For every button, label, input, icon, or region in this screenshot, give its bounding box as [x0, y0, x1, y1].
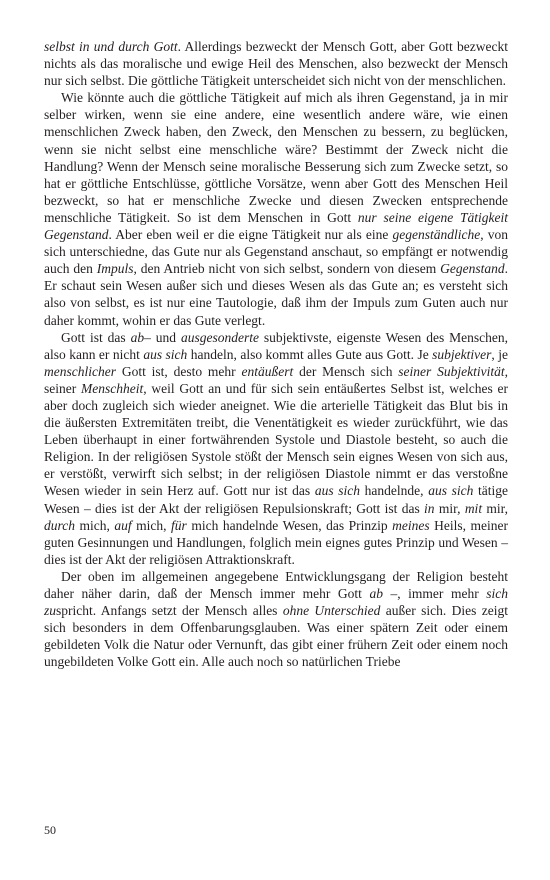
italic-run: aus sich — [428, 483, 474, 499]
italic-run: ausgesonderte — [180, 329, 259, 345]
italic-run: durch — [44, 517, 75, 533]
text-run: handeln, also kommt alles Gute aus Gott. Je — [187, 346, 433, 362]
italic-run: Menschheit — [81, 380, 144, 396]
italic-run: seiner Subjektivität — [398, 363, 505, 379]
text-run: Der oben im allgemeinen angegebene Entwicklungsgang der Religion besteht daher näher darin, daß der Mensch immer mehr Gott — [44, 568, 508, 601]
paragraph-4 — [44, 568, 508, 671]
text-run: spricht. Anfangs setzt der Mensch alles — [56, 603, 283, 619]
italic-run: meines — [392, 517, 430, 533]
italic-run: ab — [130, 329, 145, 345]
italic-run: für — [171, 517, 187, 533]
text-run: tätige Wesen – dies ist der Akt der religiösen Repulsionskraft; Gott ist das — [44, 483, 509, 516]
italic-run: aus sich — [143, 346, 188, 362]
text-run: mich handelnde Wesen, das Prinzip — [186, 517, 393, 533]
italic-run: selbst in und durch Gott — [44, 39, 178, 54]
text-run: mich, — [75, 517, 115, 533]
italic-run: subjektiver — [432, 346, 492, 362]
italic-run: gegenständliche — [392, 227, 481, 243]
italic-run: ohne Unterschied — [282, 603, 381, 619]
text-run: Heils, meiner guten Gesinnungen und Handlungen, folglich mein eignes gutes Prinzip und Wesen – dies ist der Akt der religiösen Attraktionskraft. — [44, 517, 508, 567]
italic-run: mit — [464, 500, 483, 516]
text-run: . Aber eben weil er die eigne Tätigkeit nur als eine — [108, 227, 393, 243]
italic-run: sich zu — [44, 586, 508, 619]
text-run: – und — [144, 329, 181, 345]
italic-run: in — [424, 500, 435, 516]
italic-run: aus sich — [314, 483, 360, 499]
italic-run: menschlicher — [44, 363, 116, 379]
text-run: . Er schaut sein Wesen außer sich und dieses Wesen als das Gute an; es versteht sich also von selbst, es ist nur eine Tautologie, daß ihm der Impuls zum Guten auch nur daher kommt, wohin er das Gute verlegt. — [44, 261, 508, 328]
text-run: , den Antrieb nicht von sich selbst, sondern von diesem — [133, 261, 441, 277]
text-run: mich, — [131, 517, 172, 533]
paragraph-1 — [44, 38, 508, 89]
text-run: , von sich unterschiedne, das Gute nur als Gegenstand anschaut, so empfängt er notwendig auch den — [44, 227, 508, 277]
text-run: der Mensch sich — [293, 363, 399, 379]
text-run: subjektivste, eigenste Wesen des Menschen, also kann er nicht — [44, 329, 508, 362]
paragraph-3 — [44, 329, 508, 568]
text-run: Gott ist das — [61, 329, 131, 345]
book-page-body — [44, 38, 508, 670]
page-number: 50 — [44, 823, 56, 837]
text-run: außer sich. Dies zeigt sich besonders in dem Offenbarungsglauben. Was einer spätern Zeit oder einem gebildeten Volk die Natur oder Vernunft, das gibt einer frühern Zeit oder einem noch ungebildeten Volke Gott ein. Alle auch noch so natürlichen Triebe — [44, 603, 508, 670]
italic-run: ab — [369, 586, 383, 601]
text-run: handelnde, — [360, 483, 429, 499]
text-run: . Allerdings bezweckt der Mensch Gott, aber Gott bezweckt nichts als das moralische und ewige Heil des Menschen, also bezweckt der Mensch nur sich selbst. Die göttliche Tätigkeit unterscheidet sich nicht von der menschlichen. — [44, 39, 508, 89]
italic-run: Impuls — [96, 261, 134, 277]
text-run: –, immer mehr — [382, 586, 487, 601]
text-run: mir, — [482, 500, 508, 516]
italic-run: Gegenstand — [440, 261, 505, 277]
text-run: , je — [491, 346, 508, 362]
italic-run: nur seine eigene Tätigkeit Gegenstand — [44, 209, 508, 243]
italic-run: entäußert — [241, 363, 294, 379]
text-run: , seiner — [44, 363, 508, 396]
text-run: Gott ist, desto mehr — [115, 363, 242, 379]
text-run: mir, — [434, 500, 465, 516]
text-run: , weil Gott an und für sich sein entäußertes Selbst ist, welches er aber doch zugleich sich wieder aneignet. Wie die arterielle Tätigkeit das Blut bis in die äußersten Extremitäten treibt, die Venentätigkeit es wieder zurückführt, wie das Leben überhaupt in einer fortwährenden Systole und Diastole besteht, so auch die Religion. In der religiösen Systole stößt der Mensch sein eignes Wesen von sich aus, er verstößt, verwirft sich selbst; in der religiösen Diastole nimmt er das verstoßne Wesen wieder in sein Herz auf. Gott nur ist das — [44, 380, 508, 499]
text-run: Wie könnte auch die göttliche Tätigkeit auf mich als ihren Gegenstand, ja in mir selber wirken, wenn sie eine andere, eine wesentlich andere wäre, wie einen menschlichen Zweck haben, den Zweck, den Menschen zu bessern, zu beglücken, wenn sie nicht selbst eine menschliche wäre? Bestimmt der Zweck nicht die Handlung? Wenn der Mensch seine moralische Besserung sich zum Zwecke setzt, so hat er göttliche Entschlüsse, göttliche Vorsätze, wenn aber Gott des Menschen Heil bezweckt, so hat er menschliche Zwecke und diesen Zwecken entsprechende menschliche Tätigkeit. So ist dem Menschen in Gott — [44, 90, 508, 225]
paragraph-2 — [44, 89, 508, 328]
italic-run: auf — [114, 517, 132, 533]
